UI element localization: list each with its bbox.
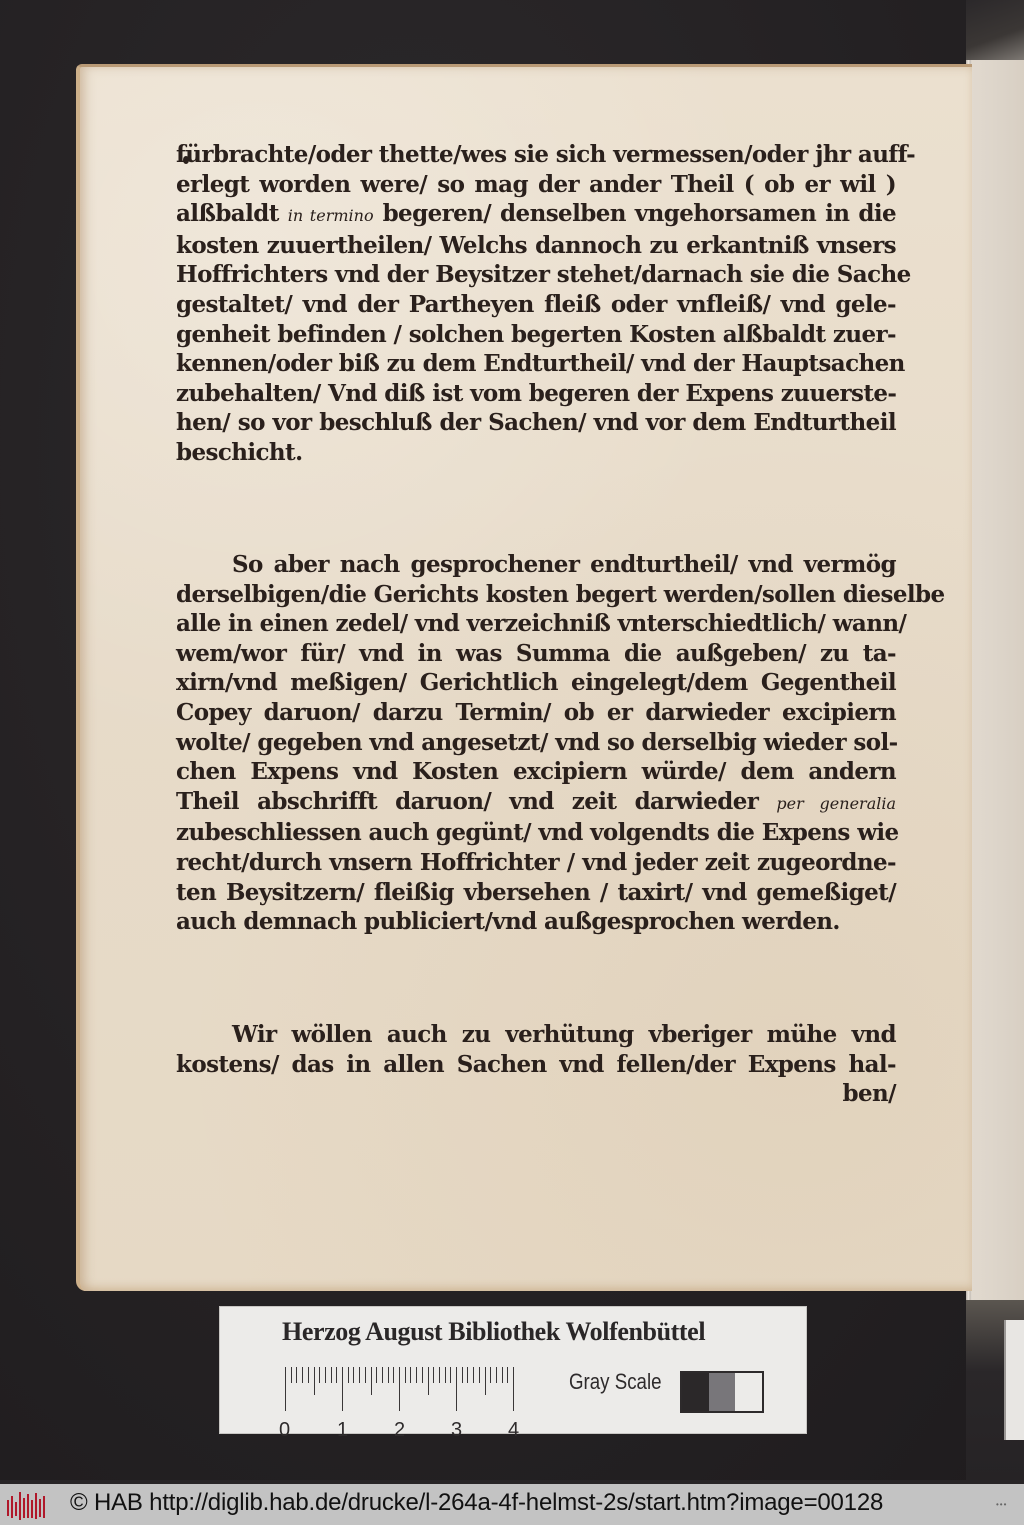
text-line: wolte/ gegeben vnd angesetzt/ vnd so derselbig wieder sol- [176,728,898,756]
text-line [176,787,896,819]
centimeter-ruler [285,1367,517,1411]
ruler-tick [353,1367,354,1383]
text-line: kennen/oder biß zu dem Endturtheil/ vnd der Hauptsachen [176,350,905,378]
ruler-tick [433,1367,434,1383]
gray-scale-swatches [680,1371,764,1413]
ruler-tick [393,1367,394,1383]
ruler-tick [399,1367,400,1411]
ruler-tick [325,1367,326,1383]
text-line: fürbrachte/oder thette/wes sie sich vermessen/oder jhr auff- [176,141,916,168]
paragraph-3 [176,1020,896,1109]
ruler-label: 3 [451,1419,463,1441]
ruler-tick [296,1367,297,1383]
ruler-tick [376,1367,377,1383]
ruler-tick [410,1367,411,1383]
ruler-tick [473,1367,474,1383]
ruler-tick [416,1367,417,1383]
library-name: Herzog August Bibliothek Wolfenbüttel [282,1317,706,1346]
text-line: recht/durch vnsern Hoffrichter / vnd jeder zeit zugeordne- [176,848,896,876]
text-line: auch demnach publiciert/vnd außgesprochen werden. [176,908,840,936]
latin-term: per generalia [776,793,897,813]
ruler-tick [490,1367,491,1383]
text-fragment: begeren/ denselben vngehorsamen in die [373,200,897,228]
ruler-tick [348,1367,349,1383]
ruler-tick [462,1367,463,1383]
latin-term: in termino [287,206,374,226]
gray-scale-label: Gray Scale [569,1369,662,1394]
text-line: erlegt worden were/ so mag der ander Theil ( ob er wil ) [176,170,896,198]
ruler-tick [502,1367,503,1383]
hab-logo-icon [6,1490,46,1520]
ruler-tick [496,1367,497,1383]
ruler-label: 2 [394,1419,406,1441]
ruler-tick [308,1367,309,1383]
ruler-label: 4 [508,1419,520,1441]
text-line: gestaltet/ vnd der Partheyen fleiß oder vnfleiß/ vnd gele- [176,290,896,318]
swatch-white [735,1373,762,1411]
text-line: Hoffrichters vnd der Beysitzer stehet/darnach sie die Sache [176,261,911,289]
next-page-top-shadow [966,0,1024,60]
ruler-tick [422,1367,423,1383]
paragraph-1 [176,140,916,468]
swatch-gray [709,1373,736,1411]
text-line: hen/ so vor beschluß der Sachen/ vnd vor dem Endturtheil [176,409,896,437]
ruler-label: 1 [337,1419,349,1441]
ruler-tick [467,1367,468,1383]
ruler-tick [456,1367,457,1411]
ruler-tick [291,1367,292,1383]
text-line: wem/wor für/ vnd in was Summa die außgeben/ zu ta- [176,639,896,667]
ruler-tick [485,1367,486,1395]
ruler-tick [479,1367,480,1383]
ruler-tick [342,1367,343,1411]
ruler-tick [439,1367,440,1383]
text-line [176,199,896,231]
paragraph-2 [176,550,945,937]
ruler-tick [359,1367,360,1383]
text-line: Copey daruon/ darzu Termin/ ob er darwieder excipiern [176,698,896,726]
text-fragment: Theil abschrifft daruon/ vnd zeit darwieder [176,787,777,815]
copyright-url[interactable]: © HAB http://diglib.hab.de/drucke/l-264a-4f-helmst-2s/start.htm?image=00128 [70,1489,884,1516]
ruler-tick [285,1367,286,1411]
ruler-tick [319,1367,320,1383]
ruler-tick [428,1367,429,1395]
ruler-label: 0 [279,1419,291,1441]
text-line: xirn/vnd meßigen/ Gerichtlich eingelegt/dem Gegentheil [176,669,896,697]
text-line: alle in einen zedel/ vnd verzeichniß vnterschiedtlich/ wann/ [176,610,907,638]
ruler-tick [450,1367,451,1383]
copyright-bar [0,1484,1024,1525]
text-line: kostens/ das in allen Sachen vnd fellen/der Expens hal- [176,1050,896,1078]
next-scale-card-edge [1004,1320,1024,1440]
text-line: zubeschliessen auch gegünt/ vnd volgendts die Expens wie [176,819,899,847]
more-dots-icon: ••• [996,1500,1008,1509]
text-line: beschicht. [176,438,303,466]
text-line: genheit befinden / solchen begerten Kosten alßbaldt zuer- [176,320,896,348]
text-line: kosten zuuertheilen/ Welchs dannoch zu erkantniß vnsers [176,231,896,259]
catchword: ben/ [842,1080,896,1108]
color-scale-card [219,1306,807,1441]
text-line: zubehalten/ Vnd diß ist vom begeren der Expens zuuerste- [176,379,897,407]
ruler-tick [331,1367,332,1383]
ruler-tick [507,1367,508,1383]
ruler-tick [388,1367,389,1383]
text-line: chen Expens vnd Kosten excipiern würde/ dem andern [176,758,896,786]
ruler-tick [336,1367,337,1383]
ruler-tick [314,1367,315,1395]
ruler-tick [405,1367,406,1383]
ruler-tick [371,1367,372,1395]
text-line: derselbigen/die Gerichts kosten begert werden/sollen dieselbe [176,580,945,608]
ruler-tick [513,1367,514,1411]
next-page-edge [966,60,1024,1300]
ruler-tick [302,1367,303,1383]
text-line: ten Beysitzern/ fleißig vbersehen / taxirt/ vnd gemeßiget/ [176,878,896,906]
ruler-tick [445,1367,446,1383]
text-line: Wir wöllen auch zu verhütung vberiger mühe vnd [232,1021,896,1048]
ruler-tick [365,1367,366,1383]
swatch-black [682,1373,709,1411]
text-fragment: alßbaldt [176,200,288,228]
ruler-tick [382,1367,383,1383]
text-line: So aber nach gesprochener endturtheil/ vnd vermög [232,551,896,578]
